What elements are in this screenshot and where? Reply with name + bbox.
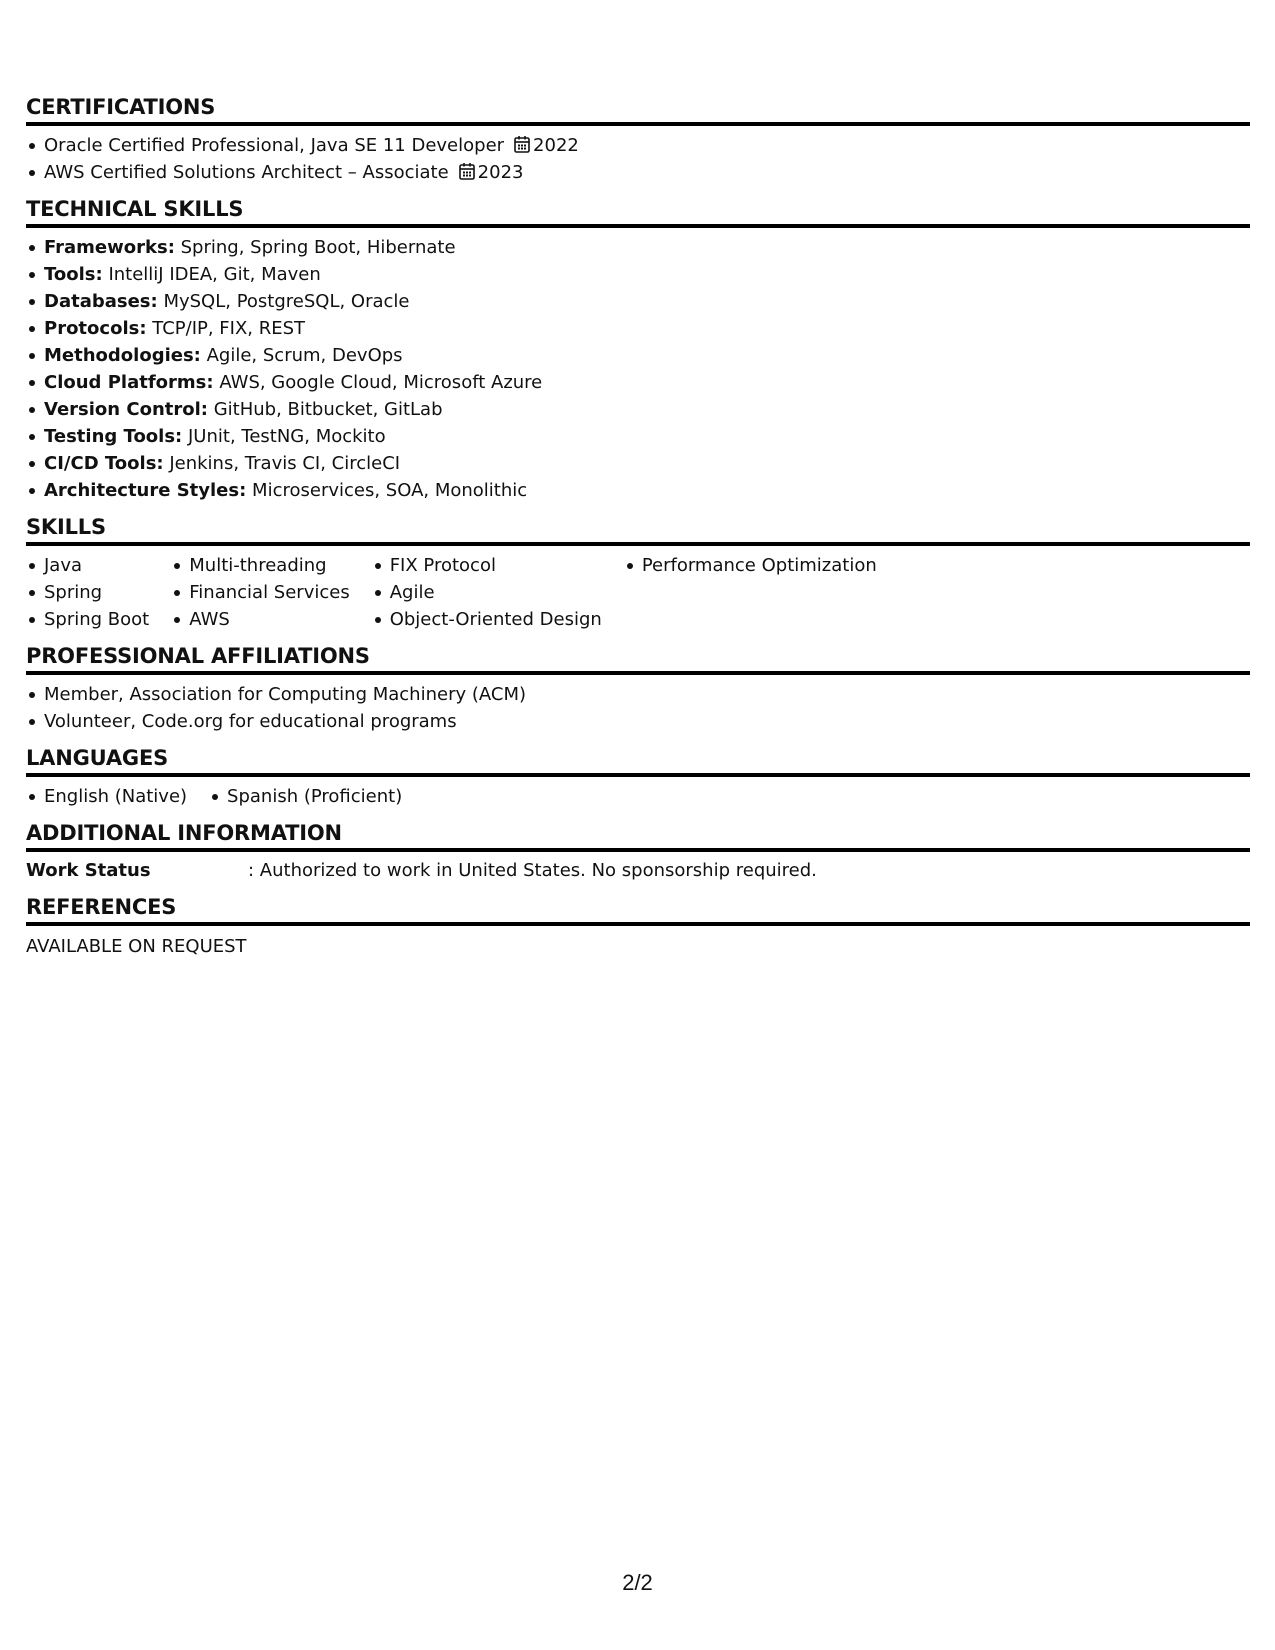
technical-skill-item (26, 315, 1250, 342)
skills-column (171, 552, 349, 633)
skill-category-label: Protocols: (44, 318, 147, 339)
skills-column (26, 552, 149, 633)
page-number: 2/2 (622, 1570, 653, 1595)
skill-category-label: CI/CD Tools: (44, 453, 164, 474)
work-status-value: : Authorized to work in United States. No sponsorship required. (248, 860, 817, 881)
skill-category-label: Frameworks: (44, 237, 175, 258)
section-title-certifications: CERTIFICATIONS (26, 96, 1250, 126)
technical-skill-item (26, 423, 1250, 450)
certification-year: 2023 (477, 162, 524, 183)
skill-item: FIX Protocol (372, 552, 602, 579)
work-status-label: Work Status (26, 860, 151, 881)
affiliation-item: Volunteer, Code.org for educational programs (26, 708, 1250, 735)
skill-category-value: TCP/IP, FIX, REST (152, 318, 306, 339)
skill-category-value: IntelliJ IDEA, Git, Maven (108, 264, 321, 285)
skill-item: Java (26, 552, 149, 579)
certification-name: AWS Certified Solutions Architect – Associate (44, 162, 449, 183)
skill-category-value: Jenkins, Travis CI, CircleCI (169, 453, 401, 474)
technical-skill-item (26, 234, 1250, 261)
skill-category-label: Tools: (44, 264, 103, 285)
skill-category-value: MySQL, PostgreSQL, Oracle (163, 291, 410, 312)
certification-item (26, 159, 1250, 186)
section-title-skills: SKILLS (26, 516, 1250, 546)
certification-year: 2022 (533, 135, 579, 156)
technical-skill-item (26, 369, 1250, 396)
languages-section (26, 747, 1250, 810)
language-item: Spanish (Proficient) (209, 783, 402, 810)
skill-category-label: Methodologies: (44, 345, 201, 366)
skill-item: Object-Oriented Design (372, 606, 602, 633)
technical-skill-item (26, 450, 1250, 477)
skill-category-value: GitHub, Bitbucket, GitLab (213, 399, 443, 420)
skill-item: Agile (372, 579, 602, 606)
technical-skill-item (26, 288, 1250, 315)
skill-category-value: Agile, Scrum, DevOps (206, 345, 403, 366)
skill-category-value: AWS, Google Cloud, Microsoft Azure (219, 372, 543, 393)
technical-skill-item (26, 396, 1250, 423)
additional-info-section (26, 822, 1250, 884)
language-item: English (Native) (26, 783, 187, 810)
skill-category-value: Spring, Spring Boot, Hibernate (180, 237, 456, 258)
skill-category-label: Cloud Platforms: (44, 372, 214, 393)
certifications-section (26, 96, 1250, 186)
section-title-references: REFERENCES (26, 896, 1250, 926)
skill-category-value: Microservices, SOA, Monolithic (252, 480, 528, 501)
skill-item: Financial Services (171, 579, 349, 606)
affiliations-section (26, 645, 1250, 735)
certification-name: Oracle Certified Professional, Java SE 11 Developer (44, 135, 505, 156)
calendar-icon (514, 134, 530, 161)
skill-item: AWS (171, 606, 349, 633)
work-status-row (26, 858, 1250, 884)
affiliations-list (26, 681, 1250, 735)
skill-item: Multi-threading (171, 552, 349, 579)
certifications-list (26, 132, 1250, 186)
calendar-icon (459, 161, 475, 188)
section-title-additional-info: ADDITIONAL INFORMATION (26, 822, 1250, 852)
technical-skill-item (26, 477, 1250, 504)
references-text: AVAILABLE ON REQUEST (26, 936, 247, 957)
section-title-technical-skills: TECHNICAL SKILLS (26, 198, 1250, 228)
skills-columns (26, 552, 1250, 633)
technical-skills-section (26, 198, 1250, 504)
references-section (26, 896, 1250, 962)
affiliation-item: Member, Association for Computing Machinery (ACM) (26, 681, 1250, 708)
skills-column (624, 552, 877, 633)
skill-category-label: Version Control: (44, 399, 208, 420)
section-title-languages: LANGUAGES (26, 747, 1250, 777)
skill-item: Performance Optimization (624, 552, 877, 579)
skill-item: Spring (26, 579, 149, 606)
section-title-affiliations: PROFESSIONAL AFFILIATIONS (26, 645, 1250, 675)
skills-column (372, 552, 602, 633)
skill-category-value: JUnit, TestNG, Mockito (188, 426, 386, 447)
skill-item: Spring Boot (26, 606, 149, 633)
technical-skill-item (26, 342, 1250, 369)
technical-skills-list (26, 234, 1250, 504)
languages-list (26, 783, 1250, 810)
skill-category-label: Testing Tools: (44, 426, 183, 447)
technical-skill-item (26, 261, 1250, 288)
skill-category-label: Databases: (44, 291, 158, 312)
skill-category-label: Architecture Styles: (44, 480, 247, 501)
certification-item (26, 132, 1250, 159)
resume-page (26, 96, 1250, 974)
skills-section (26, 516, 1250, 633)
